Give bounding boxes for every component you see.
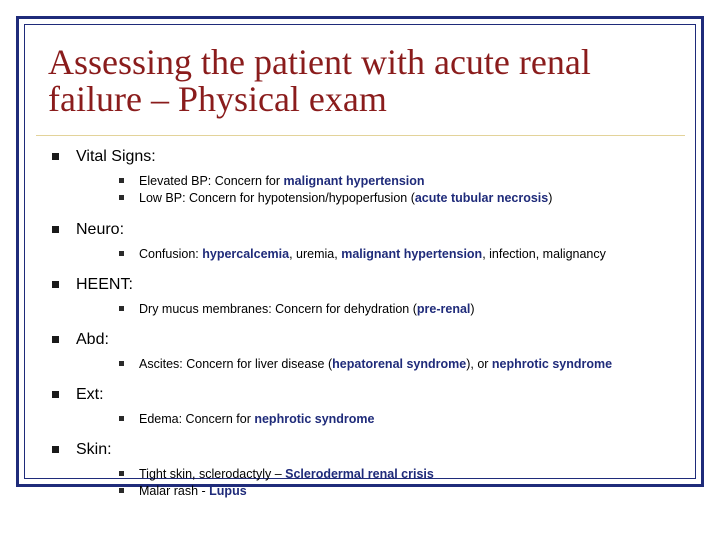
square-bullet-icon [52,336,59,343]
sub-bullet-item [52,483,692,500]
small-square-bullet-icon [119,416,124,421]
sub-bullet-text [139,173,425,190]
square-bullet-icon [52,226,59,233]
sub-bullet-text [139,466,434,483]
sub-bullet-text [139,411,375,428]
plain-text: Elevated BP: Concern for [139,174,284,188]
sub-bullet-text [139,356,612,373]
sub-bullet-item [52,173,692,190]
slide-content [52,147,692,500]
sub-bullet-item [52,301,692,318]
plain-text: ) [548,191,553,205]
square-bullet-icon [52,446,59,453]
small-square-bullet-icon [119,195,124,200]
highlighted-term: Sclerodermal renal crisis [285,467,434,481]
plain-text: Edema: Concern for [139,412,255,426]
square-bullet-icon [52,153,59,160]
plain-text: ), or [466,357,492,371]
section-heading-text: Abd: [76,331,109,348]
square-bullet-icon [52,281,59,288]
section-heading-text: Neuro: [76,221,125,238]
plain-text: Dry mucus membranes: Concern for dehydration ( [139,302,417,316]
sub-bullet-item [52,411,692,428]
plain-text: Ascites: Concern for liver disease ( [139,357,333,371]
section-heading [52,330,692,350]
section-heading-text: HEENT: [76,276,133,293]
small-square-bullet-icon [119,361,124,366]
small-square-bullet-icon [119,251,124,256]
highlighted-term: Lupus [209,484,247,498]
plain-text: Low BP: Concern for hypotension/hypoperfusion ( [139,191,415,205]
section-heading-text: Vital Signs: [76,148,156,165]
section-heading-text: Ext: [76,386,104,403]
section-heading-text: Skin: [76,441,112,458]
plain-text: Malar rash - [139,484,210,498]
section-heading [52,147,692,167]
small-square-bullet-icon [119,306,124,311]
highlighted-term: malignant hypertension [341,247,483,261]
plain-text: Confusion: [139,247,203,261]
plain-text: , infection, malignancy [482,247,606,261]
slide-title: Assessing the patient with acute renal failure – Physical exam [48,42,591,119]
highlighted-term: hepatorenal syndrome [332,357,467,371]
plain-text: , uremia, [289,247,342,261]
highlighted-term: malignant hypertension [283,174,425,188]
sub-bullet-item [52,466,692,483]
sub-bullet-item [52,190,692,207]
small-square-bullet-icon [119,471,124,476]
sub-bullet-text [139,483,247,500]
highlighted-term: acute tubular necrosis [414,191,549,205]
highlighted-term: nephrotic syndrome [491,357,613,371]
section-heading [52,440,692,460]
highlighted-term: pre-renal [416,302,471,316]
section-heading [52,275,692,295]
small-square-bullet-icon [119,488,124,493]
plain-text: Tight skin, sclerodactyly – [139,467,286,481]
square-bullet-icon [52,391,59,398]
plain-text: ) [470,302,475,316]
sub-bullet-text [139,190,552,207]
sub-bullet-text [139,301,475,318]
sub-bullet-text [139,246,606,263]
section-heading [52,220,692,240]
highlighted-term: nephrotic syndrome [254,412,375,426]
sub-bullet-item [52,356,692,373]
highlighted-term: hypercalcemia [202,247,290,261]
title-divider [36,135,685,136]
section-heading [52,385,692,405]
sub-bullet-item [52,246,692,263]
small-square-bullet-icon [119,178,124,183]
